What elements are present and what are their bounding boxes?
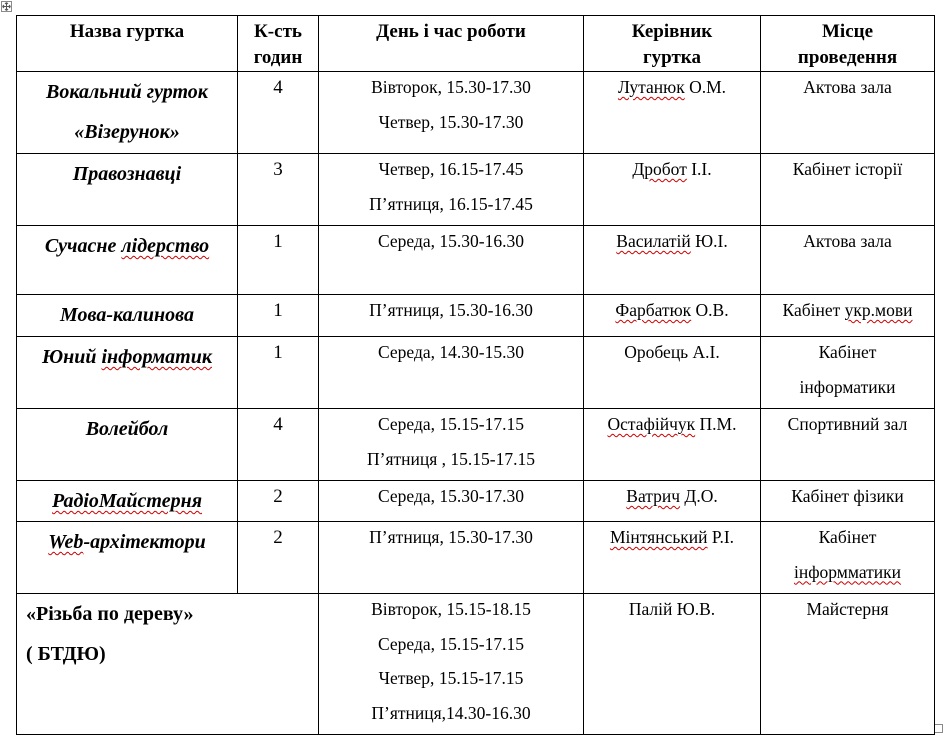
header-line: День і час роботи	[376, 21, 526, 42]
hours-cell: 4	[238, 409, 319, 481]
club-name-line: Сучасне лідерство	[44, 235, 210, 257]
hours-cell: 1	[238, 337, 319, 409]
schedule-cell	[319, 409, 584, 481]
header-place	[761, 16, 935, 72]
schedule-line: Вівторок, 15.30-17.30	[371, 77, 531, 97]
spelling-mark: Фарбатюк	[615, 300, 692, 320]
schedule-line: П’ятниця, 15.30-17.30	[369, 527, 533, 547]
club-name-line: Юний інформатик	[42, 346, 212, 368]
club-name-line: ( БТДЮ)	[26, 643, 106, 665]
table-row	[17, 295, 935, 337]
schedule-line: Вівторок, 15.15-18.15	[371, 599, 531, 619]
club-name-cell	[17, 481, 238, 522]
schedule-cell	[319, 337, 584, 409]
place-line: Актова зала	[803, 231, 892, 251]
spelling-mark: Василатій	[616, 231, 691, 251]
leader-name: Остафійчук П.М.	[607, 414, 737, 434]
schedule-line: Середа, 15.15-17.15	[378, 414, 524, 434]
club-name-cell	[17, 72, 238, 154]
spelling-mark: Мінтянський	[609, 527, 708, 547]
header-schedule	[319, 16, 584, 72]
leader-name: Фарбатюк О.В.	[615, 300, 729, 320]
place-line: Кабінет історії	[792, 159, 903, 179]
leader-cell	[584, 154, 761, 226]
table-row	[17, 409, 935, 481]
spelling-mark: Web	[48, 531, 84, 553]
table-row	[17, 522, 935, 594]
leader-name: Палій Ю.В.	[628, 599, 716, 619]
schedule-cell	[319, 154, 584, 226]
leader-cell	[584, 409, 761, 481]
place-cell	[761, 226, 935, 295]
schedule-line: П’ятниця, 15.30-16.30	[369, 300, 533, 320]
spelling-mark: Остафійчук	[607, 414, 696, 434]
spelling-mark: Дробот	[632, 159, 687, 179]
club-name-cell	[17, 337, 238, 409]
hours-cell: 1	[238, 226, 319, 295]
header-club-name	[17, 16, 238, 72]
place-line	[761, 559, 934, 594]
schedule-line: П’ятниця , 15.15-17.15	[366, 448, 535, 469]
hours-cell: 4	[238, 72, 319, 154]
header-line: проведення	[797, 47, 898, 68]
header-hours	[238, 16, 319, 72]
schedule-line: Четвер, 16.15-17.45	[378, 159, 524, 179]
schedule-line: Середа, 14.30-15.30	[378, 342, 524, 362]
place-cell	[761, 337, 935, 409]
place-line: Кабінет	[818, 342, 877, 362]
club-name-cell	[17, 295, 238, 337]
table-row	[17, 154, 935, 226]
place-line: Майстерня	[806, 599, 889, 619]
schedule-line: Середа, 15.15-17.15	[378, 633, 524, 654]
place-cell	[761, 481, 935, 522]
place-line: Кабінет	[818, 527, 877, 547]
spelling-mark: інформатик	[101, 346, 212, 368]
spelling-mark: лідерство	[121, 235, 210, 257]
spelling-mark: Ватрич	[626, 486, 681, 506]
club-name-cell	[17, 154, 238, 226]
spelling-mark: укр.мови	[844, 300, 913, 320]
header-line: Назва гуртка	[69, 21, 185, 42]
schedule-cell	[319, 295, 584, 337]
leader-cell	[584, 72, 761, 154]
hours-cell: 2	[238, 522, 319, 594]
hours-cell: 1	[238, 295, 319, 337]
leader-name: Мінтянський Р.І.	[609, 527, 735, 547]
spelling-mark: інформматики	[793, 561, 902, 582]
header-line: К-сть	[254, 21, 302, 42]
table-row	[17, 226, 935, 295]
club-name-line: «Різьба по дереву»	[26, 603, 194, 625]
leader-cell	[584, 522, 761, 594]
place-line: Спортивний зал	[787, 414, 908, 434]
header-leader	[584, 16, 761, 72]
table-move-handle-icon[interactable]	[1, 1, 12, 12]
club-name-line: Правознавці	[72, 163, 182, 185]
place-line: Кабінет фізики	[791, 486, 904, 506]
table-row	[17, 481, 935, 522]
schedule-line: Середа, 15.30-17.30	[378, 486, 524, 506]
schedule-cell	[319, 226, 584, 295]
schedule-line: Четвер, 15.30-17.30	[378, 111, 524, 132]
leader-cell	[584, 481, 761, 522]
leader-cell	[584, 337, 761, 409]
leader-name: Дробот І.І.	[632, 159, 712, 179]
club-name-line	[17, 481, 237, 521]
schedule-cell	[319, 72, 584, 154]
leader-name: Лутанюк О.М.	[617, 77, 727, 97]
place-line: інформатики	[799, 376, 896, 397]
header-line: Місце	[821, 21, 874, 42]
place-cell	[761, 522, 935, 594]
club-name-line: Мова-калинова	[60, 304, 194, 326]
club-name-cell	[17, 409, 238, 481]
header-line: Керівник	[631, 21, 713, 42]
schedule-line: П’ятниця, 16.15-17.45	[369, 193, 533, 214]
hours-cell: 2	[238, 481, 319, 522]
schedule-cell	[319, 522, 584, 594]
clubs-schedule-table	[16, 15, 935, 735]
schedule-cell	[319, 594, 584, 735]
leader-name: Ватрич Д.О.	[626, 486, 718, 506]
club-name-line: «Візерунок»	[74, 121, 180, 143]
table-row	[17, 337, 935, 409]
schedule-cell	[319, 481, 584, 522]
leader-name: Василатій Ю.І.	[616, 231, 728, 251]
table-resize-handle-icon[interactable]	[934, 724, 943, 733]
leader-name: Оробець А.І.	[624, 342, 720, 362]
leader-cell	[584, 226, 761, 295]
spelling-mark: Лутанюк	[617, 77, 685, 97]
schedule-line: Четвер, 15.15-17.15	[378, 668, 524, 688]
place-cell	[761, 594, 935, 735]
place-cell	[761, 295, 935, 337]
schedule-line: П’ятниця,14.30-16.30	[371, 702, 531, 723]
spelling-mark: РадіоМайстерня	[51, 490, 202, 512]
leader-cell	[584, 594, 761, 735]
place-line: Кабінет укр.мови	[782, 300, 913, 320]
club-name-line: Вокальний гурток	[46, 81, 208, 103]
table-row-merged	[17, 594, 935, 735]
hours-cell: 3	[238, 154, 319, 226]
place-cell	[761, 72, 935, 154]
club-name-cell	[17, 226, 238, 295]
club-name-line: Web-архітектори	[48, 531, 206, 553]
place-cell	[761, 154, 935, 226]
header-line: гуртка	[643, 47, 701, 68]
table-header-row	[17, 16, 935, 72]
place-line: Актова зала	[803, 77, 892, 97]
leader-cell	[584, 295, 761, 337]
table-row	[17, 72, 935, 154]
club-name-line: Волейбол	[85, 418, 169, 440]
club-name-cell	[17, 522, 238, 594]
header-line: годин	[253, 47, 303, 68]
place-cell	[761, 409, 935, 481]
schedule-line: Середа, 15.30-16.30	[378, 231, 524, 251]
club-name-cell	[17, 594, 319, 735]
